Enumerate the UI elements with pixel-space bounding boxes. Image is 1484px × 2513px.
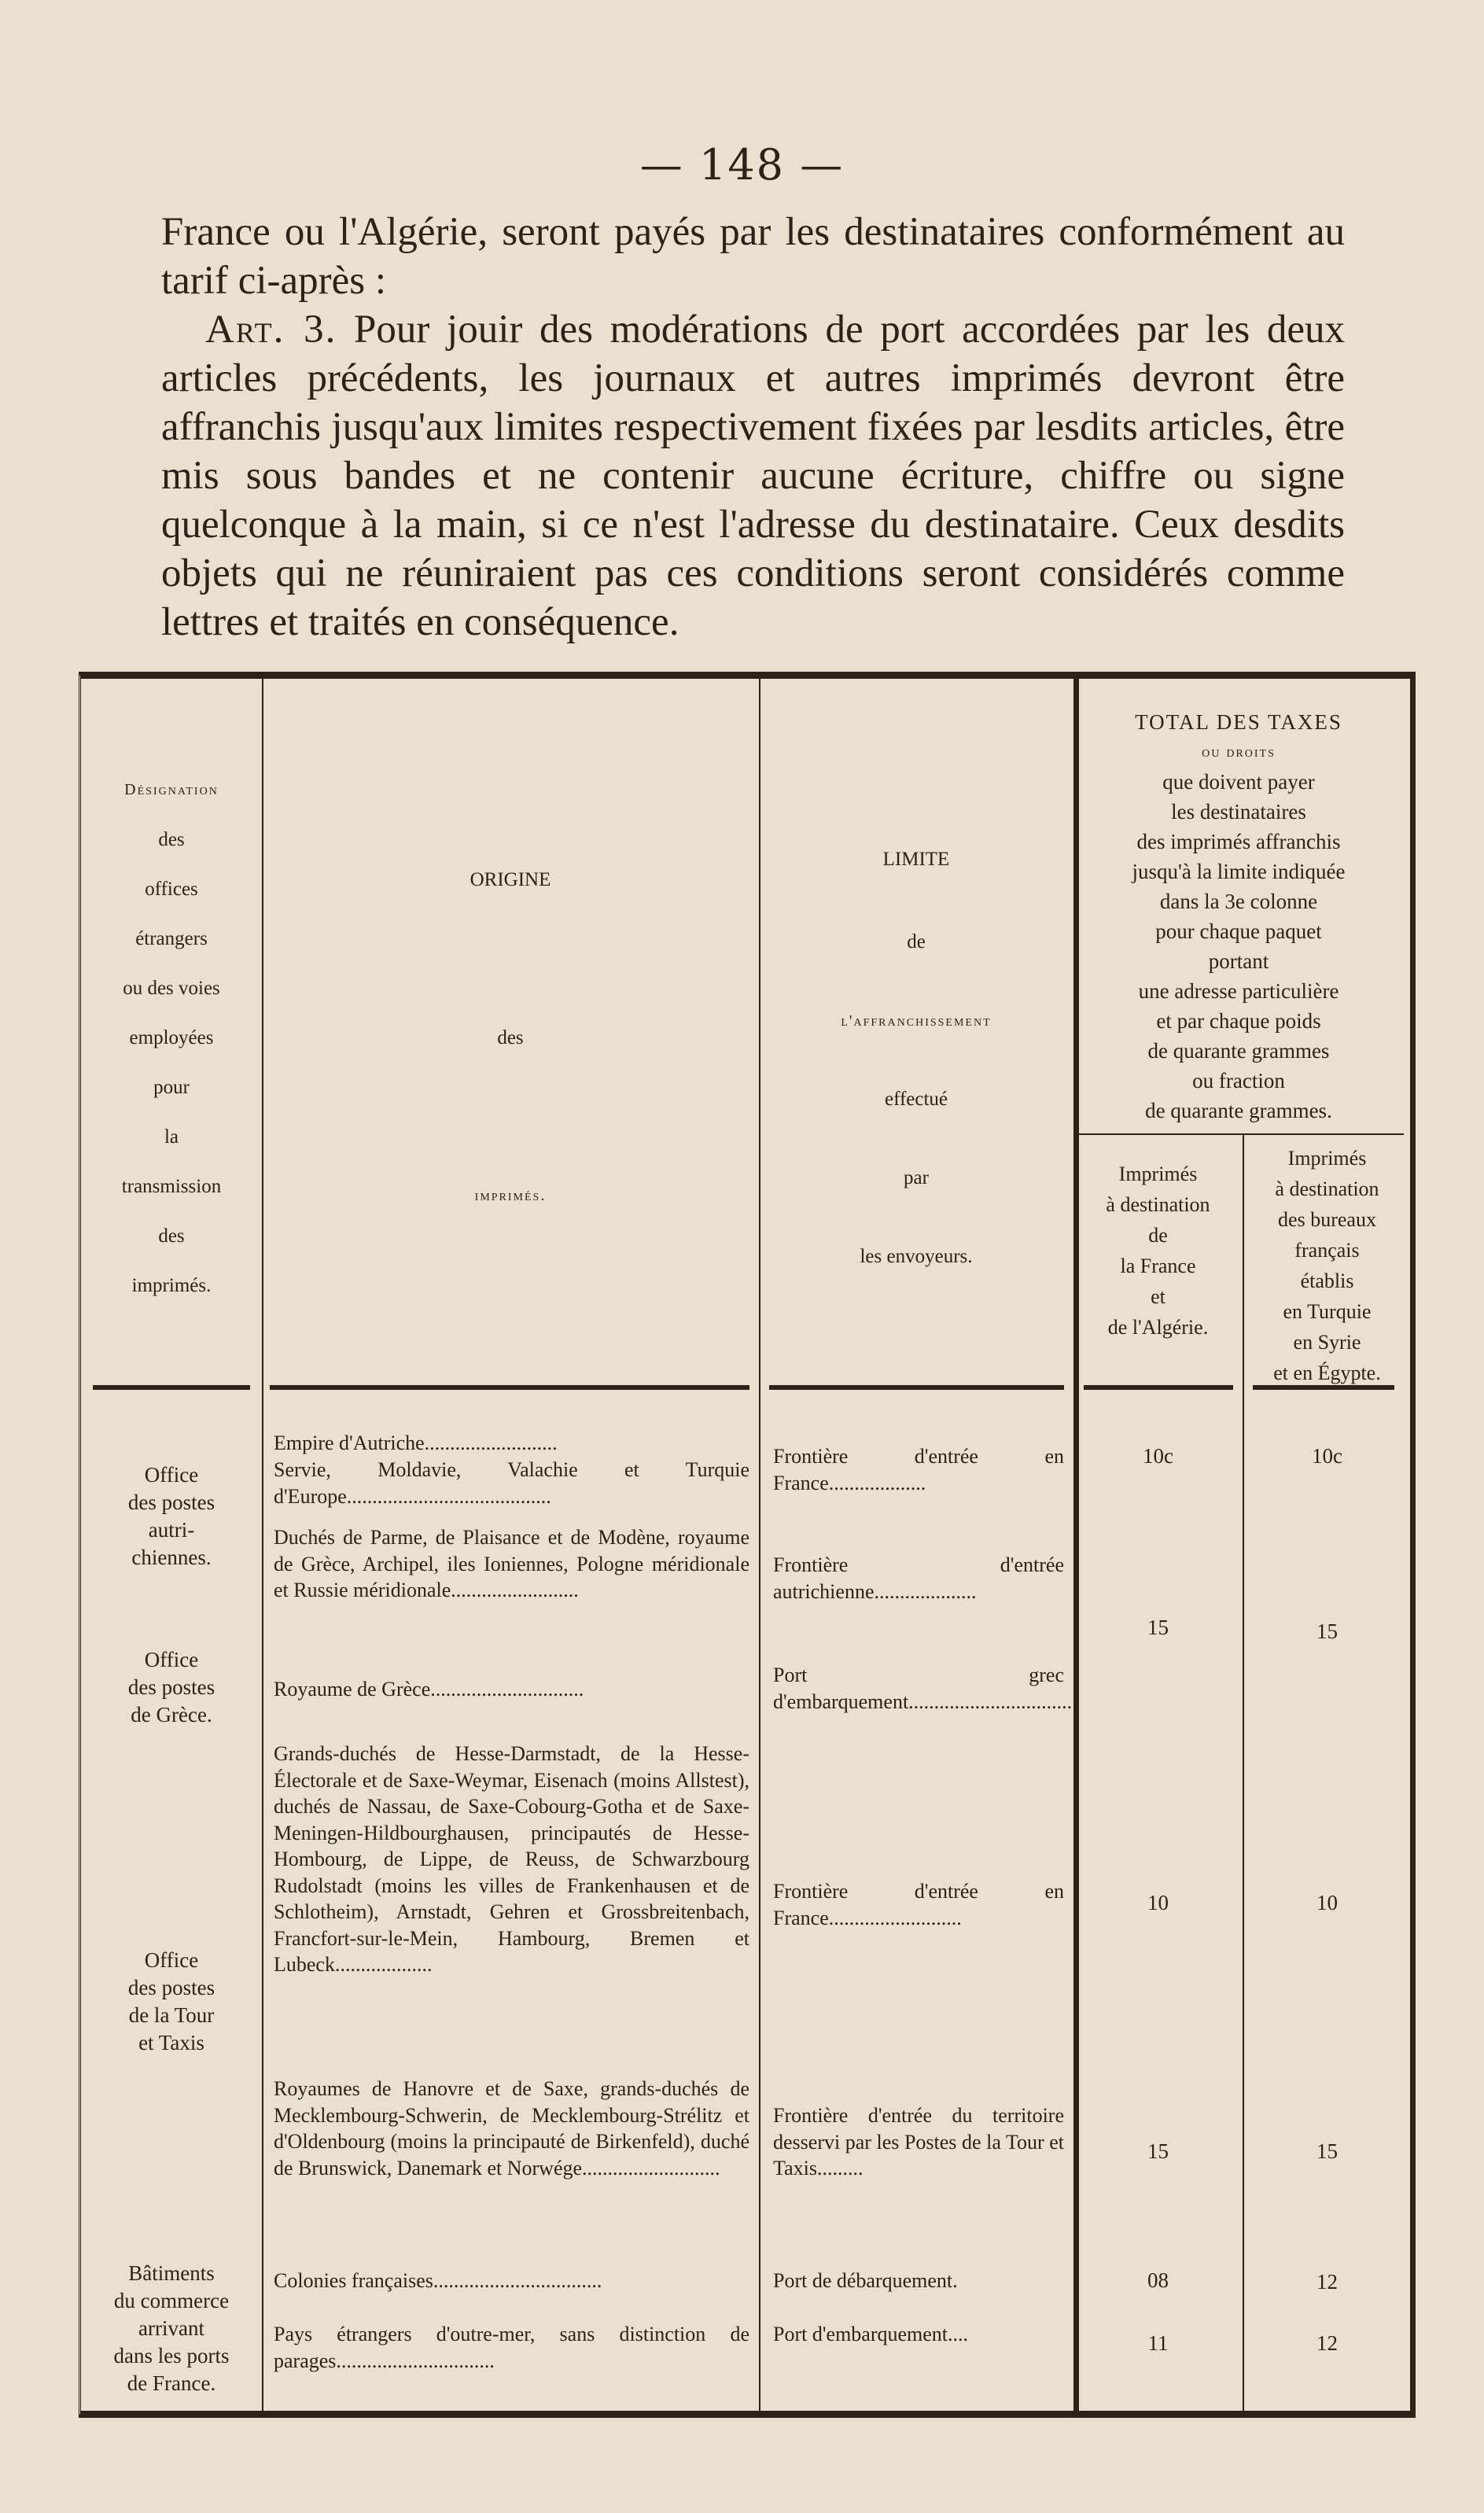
origin-hesse: Grands-duchés de Hesse-Darmstadt, de la Hesse-Électorale et de Saxe-Weymar, Eisenach (moins Allstest), duchés de Nassau, de Saxe-Cobourg-Gotha et de Saxe-Meningen-Hildbourghausen, principautés de Hesse-Hombourg, de Lippe, de Reuss, de Schwarzbourg Rudolstadt (moins les villes de Frankenhausen et de Schlotheim), Arnstadt, Gehren et Grossbreitenbach, Francfort-sur-le-Mein, Hambourg, Bremen et Lubeck...................	[274, 1742, 749, 1976]
tariff-table	[79, 672, 1416, 2418]
tax-france: 08	[1147, 2268, 1169, 2292]
tax-france: 15	[1147, 1616, 1169, 1639]
tax-france: 10c	[1143, 1444, 1173, 1468]
office-greece: Office des postes de Grèce.	[127, 1648, 215, 1726]
tax-france: 10	[1147, 1891, 1169, 1914]
subheader-rule	[1073, 1133, 1404, 1135]
origin-greece: Royaume de Grèce..............................	[274, 1678, 584, 1701]
office-austria: Office des postes autri- chiennes.	[127, 1463, 215, 1569]
limit-greece: Port grec d'embarquement................................	[773, 1664, 1073, 1713]
origin-servie: Servie, Moldavie, Valachie et Turquie d'Europe........................................	[274, 1458, 749, 1508]
origin-austria-empire: Empire d'Autriche..........................	[274, 1432, 558, 1454]
header-rule	[270, 1385, 749, 1390]
subheader-levant: Imprimés à destination des bureaux français établis en Turquie en Syrie et en Égypte.	[1273, 1147, 1381, 1384]
header-limite: LIMITE de l'affranchissement effectué par les envoyeurs.	[841, 849, 992, 1267]
header-rule	[93, 1385, 250, 1390]
origin-colonies: Colonies françaises.................................	[274, 2269, 602, 2292]
subheader-france: Imprimés à destination de la France et de l'Algérie.	[1106, 1163, 1210, 1339]
header-rule	[1084, 1385, 1233, 1390]
article-text: Pour jouir des modérations de port accordées par les deux articles précédents, les journaux et autres imprimés devront être affranchis jusqu'aux limites respectivement fixées par lesdits articles, être mis sous bandes et ne contenir aucune écriture, chiffre ou signe quelconque à la main, si ce n'est l'adresse du destinataire. Ceux desdits objets qui ne réuniraient pas ces conditions seront considérés comme lettres et traités en conséquence.	[161, 308, 1345, 644]
tax-levant: 15	[1316, 2139, 1338, 2163]
limit-colonies: Port de débarquement.	[773, 2269, 958, 2292]
header-designation: Désignation des offices étrangers ou des voies employées pour la transmission des imprimés.	[121, 781, 222, 1296]
limit-austria-1: Frontière d'entrée en France...................	[773, 1445, 1064, 1494]
tax-levant: 10c	[1312, 1444, 1342, 1468]
origin-parme: Duchés de Parme, de Plaisance et de Modène, royaume de Grèce, Archipel, iles Ioniennes, Pologne méridionale et Russie méridionale.........................	[274, 1526, 749, 1601]
body-text	[161, 208, 1345, 647]
origin-overseas: Pays étrangers d'outre-mer, sans distinction de parages...............................	[274, 2323, 749, 2372]
header-total-taxes: TOTAL DES TAXES ou droits que doivent payer les destinataires des imprimés affranchis jusqu'à la limite indiquée dans la 3e colonne pour chaque paquet portant une adresse particulière et par chaque poids de quarante grammes ou fraction de quarante grammes.	[1132, 710, 1346, 1122]
tax-france: 11	[1147, 2331, 1169, 2355]
tax-levant: 10	[1316, 1891, 1338, 1914]
header-rule	[769, 1385, 1064, 1390]
tax-france: 15	[1147, 2139, 1169, 2163]
header-origine: ORIGINE des imprimés.	[470, 869, 551, 1204]
limit-tour-taxis-2: Frontière d'entrée du territoire desservi par les Postes de la Tour et Taxis.........	[773, 2104, 1064, 2180]
office-merchant-ships: Bâtiments du commerce arrivant dans les ports de France.	[113, 2261, 230, 2395]
origin-hanovre: Royaumes de Hanovre et de Saxe, grands-duchés de Mecklembourg-Schwerin, de Mecklembourg-Strélitz et d'Oldenbourg (moins la principauté de Birkenfeld), duché de Brunswick, Danemark et Norwége...........................	[274, 2077, 749, 2180]
limit-austria-2: Frontière d'entrée autrichienne....................	[773, 1553, 1064, 1603]
article-3-paragraph	[161, 305, 1345, 647]
lead-paragraph: France ou l'Algérie, seront payés par les destinataires conformément au tarif ci-après :	[161, 210, 1345, 303]
tax-levant: 15	[1316, 1619, 1338, 1643]
limit-overseas: Port d'embarquement....	[773, 2323, 969, 2345]
page-number: — 148 —	[639, 140, 845, 190]
office-tour-taxis: Office des postes de la Tour et Taxis	[127, 1948, 215, 2054]
tax-levant: 12	[1316, 2331, 1338, 2355]
limit-tour-taxis-1: Frontière d'entrée en France..........................	[773, 1880, 1064, 1929]
tax-levant: 12	[1316, 2270, 1338, 2294]
article-label: Art. 3.	[205, 308, 337, 352]
